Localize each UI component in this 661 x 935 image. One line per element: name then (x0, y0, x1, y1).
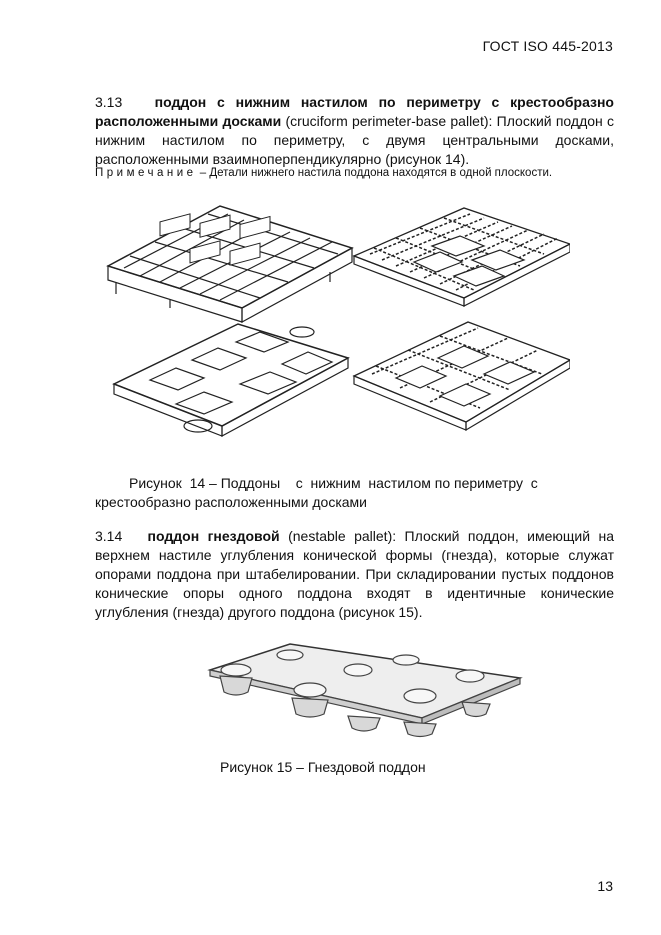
section-number: 3.13 (95, 94, 123, 110)
definition: (nestable pallet): Плоский поддон, имеющий на верхнем настиле углубления конической формы (гнезда), которые служат опорами поддона при штабелировании. При складировании пустых поддонов конические опоры одного поддона входят в идентичные конические углубления (гнезда) другого поддона (рисунок 15). (95, 528, 615, 620)
term: поддон с нижним настилом по периметру с крестообразно расположенными досками (95, 94, 614, 129)
term: поддон гнездовой (147, 528, 280, 544)
figure-14-caption-line2: крестообразно расположенными досками (95, 494, 368, 510)
pallet-bottom-left (114, 324, 348, 436)
document-header: ГОСТ ISO 445-2013 (482, 38, 613, 54)
figure-14-drawing (100, 198, 570, 454)
note-text: – Детали нижнего настила поддона находятся в одной плоскости. (199, 167, 553, 179)
page-number: 13 (597, 878, 613, 894)
note-label: Примечание (95, 167, 197, 179)
figure-15-caption: Рисунок 15 – Гнездовой поддон (220, 759, 426, 775)
pallet-bottom-right (354, 322, 570, 430)
pallet-top-left (108, 206, 352, 322)
figure-15-drawing (200, 640, 530, 740)
definition: (cruciform perimeter-base pallet): Плоский поддон с нижним настилом по периметру, с двумя центральными досками, расположенными взаимноперпендикулярно (рисунок 14). (95, 113, 614, 167)
section-3-14 (95, 527, 614, 622)
section-3-13 (95, 93, 614, 169)
note (95, 165, 614, 181)
section-number: 3.14 (95, 528, 123, 544)
pallet-top-right (354, 208, 570, 306)
figure-14-caption-line1: Рисунок 14 – Поддоны с нижним настилом по периметру с (129, 475, 538, 491)
